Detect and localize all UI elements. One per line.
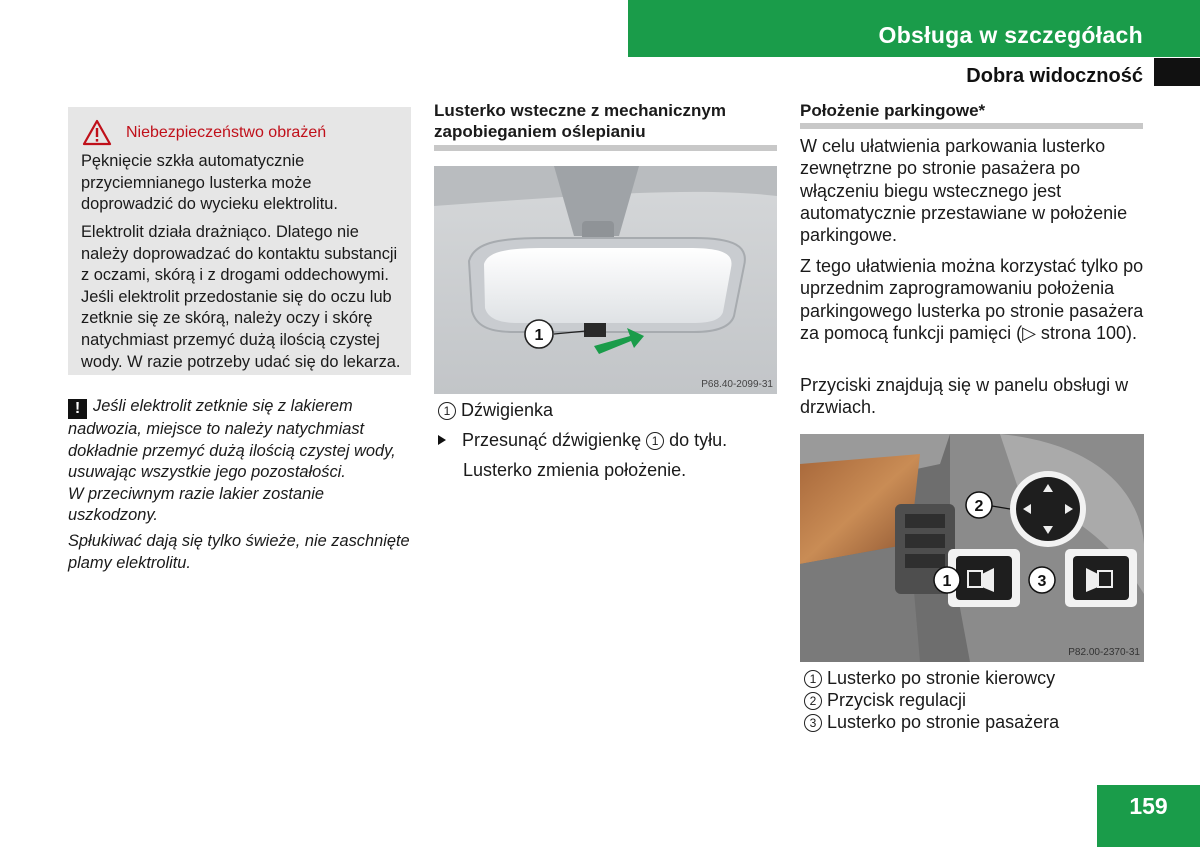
legend-item-1: 1 Lusterko po stronie kierowcy [804, 667, 1055, 689]
middle-heading: Lusterko wsteczne z mechanicznym zapobieganiem oślepianiu [434, 101, 726, 141]
warning-triangle-icon [82, 119, 112, 146]
legend-item-3: 3 Lusterko po stronie pasażera [804, 711, 1059, 733]
figure-callout-1: 1 [534, 327, 544, 344]
rearview-mirror-illustration [434, 166, 777, 394]
page-number-box [1097, 785, 1200, 847]
warning-box [68, 107, 411, 375]
legend-item-2: 2 Przycisk regulacji [804, 689, 966, 711]
right-paragraph-1: W celu ułatwienia parkowania lusterko zewnętrzne po stronie pasażera po włączeniu biegu wstecznego jest automatycznie przestawiane w położenie parkingowe. [800, 136, 1128, 246]
note-paragraph-1: ! Jeśli elektrolit zetknie się z lakierem nadwozia, miejsce to należy natychmiast dokładnie przemyć dużą ilością czystej wody, usuwając wszystkie jego pozostałości. W przeciwnym razie lakier zostanie uszkodzony. [68, 397, 396, 524]
bullet-arrow-icon [438, 435, 446, 445]
chapter-title: Obsługa w szczegółach [878, 22, 1143, 48]
right-heading-rule [800, 123, 1143, 129]
note-paragraph-2: Spłukiwać dają się tylko świeże, nie zaschnięte plamy elektrolitu. [68, 532, 410, 572]
right-heading: Położenie parkingowe* [800, 101, 986, 120]
figure-callout-1: 1 [942, 573, 952, 590]
warning-paragraph-1: Pęknięcie szkła automatycznie przyciemnianego lusterka może doprowadzić do wycieku elektrolitu. [81, 152, 338, 214]
warning-title: Niebezpieczeństwo obrażeń [126, 123, 327, 141]
right-paragraph-3: Przyciski znajdują się w panelu obsługi w drzwiach. [800, 375, 1129, 418]
figure-code: P82.00-2370-31 [1068, 647, 1140, 658]
instruction-step: Przesunąć dźwigienkę 1 do tyłu. [438, 429, 727, 451]
figure-callout-2: 2 [974, 498, 984, 515]
legend-item-lever: 1 Dźwigienka [438, 399, 553, 421]
warning-paragraph-2: Elektrolit działa drażniąco. Dlatego nie należy doprowadzać do kontaktu substancji z oczami, skórą i z drogami oddechowymi. Jeśli elektrolit przedostanie się do oczu lub zetknie się ze skórą, należy oczy i skórę natychmiast przemyć dużą ilością czystej wody. W razie potrzeby udać się do lekarza. [81, 223, 401, 371]
section-tab-marker [1154, 58, 1200, 86]
figure-code: P68.40-2099-31 [701, 379, 773, 390]
exclamation-icon: ! [68, 399, 87, 419]
right-paragraph-2: Z tego ułatwienia można korzystać tylko po uprzednim zaprogramowaniu położenia parkingowego lusterka po stronie pasażera za pomocą funkcji pamięci (▷ strona 100). [800, 256, 1144, 343]
figure-callout-3: 3 [1037, 573, 1047, 590]
instruction-result: Lusterko zmienia położenie. [463, 460, 687, 480]
section-title: Dobra widoczność [966, 65, 1143, 87]
door-panel-illustration [800, 434, 1144, 662]
rearview-mirror-figure [434, 166, 777, 394]
door-panel-figure [800, 434, 1144, 662]
middle-heading-rule [434, 145, 777, 151]
page-number: 159 [1129, 793, 1168, 819]
warning-header [82, 119, 326, 146]
